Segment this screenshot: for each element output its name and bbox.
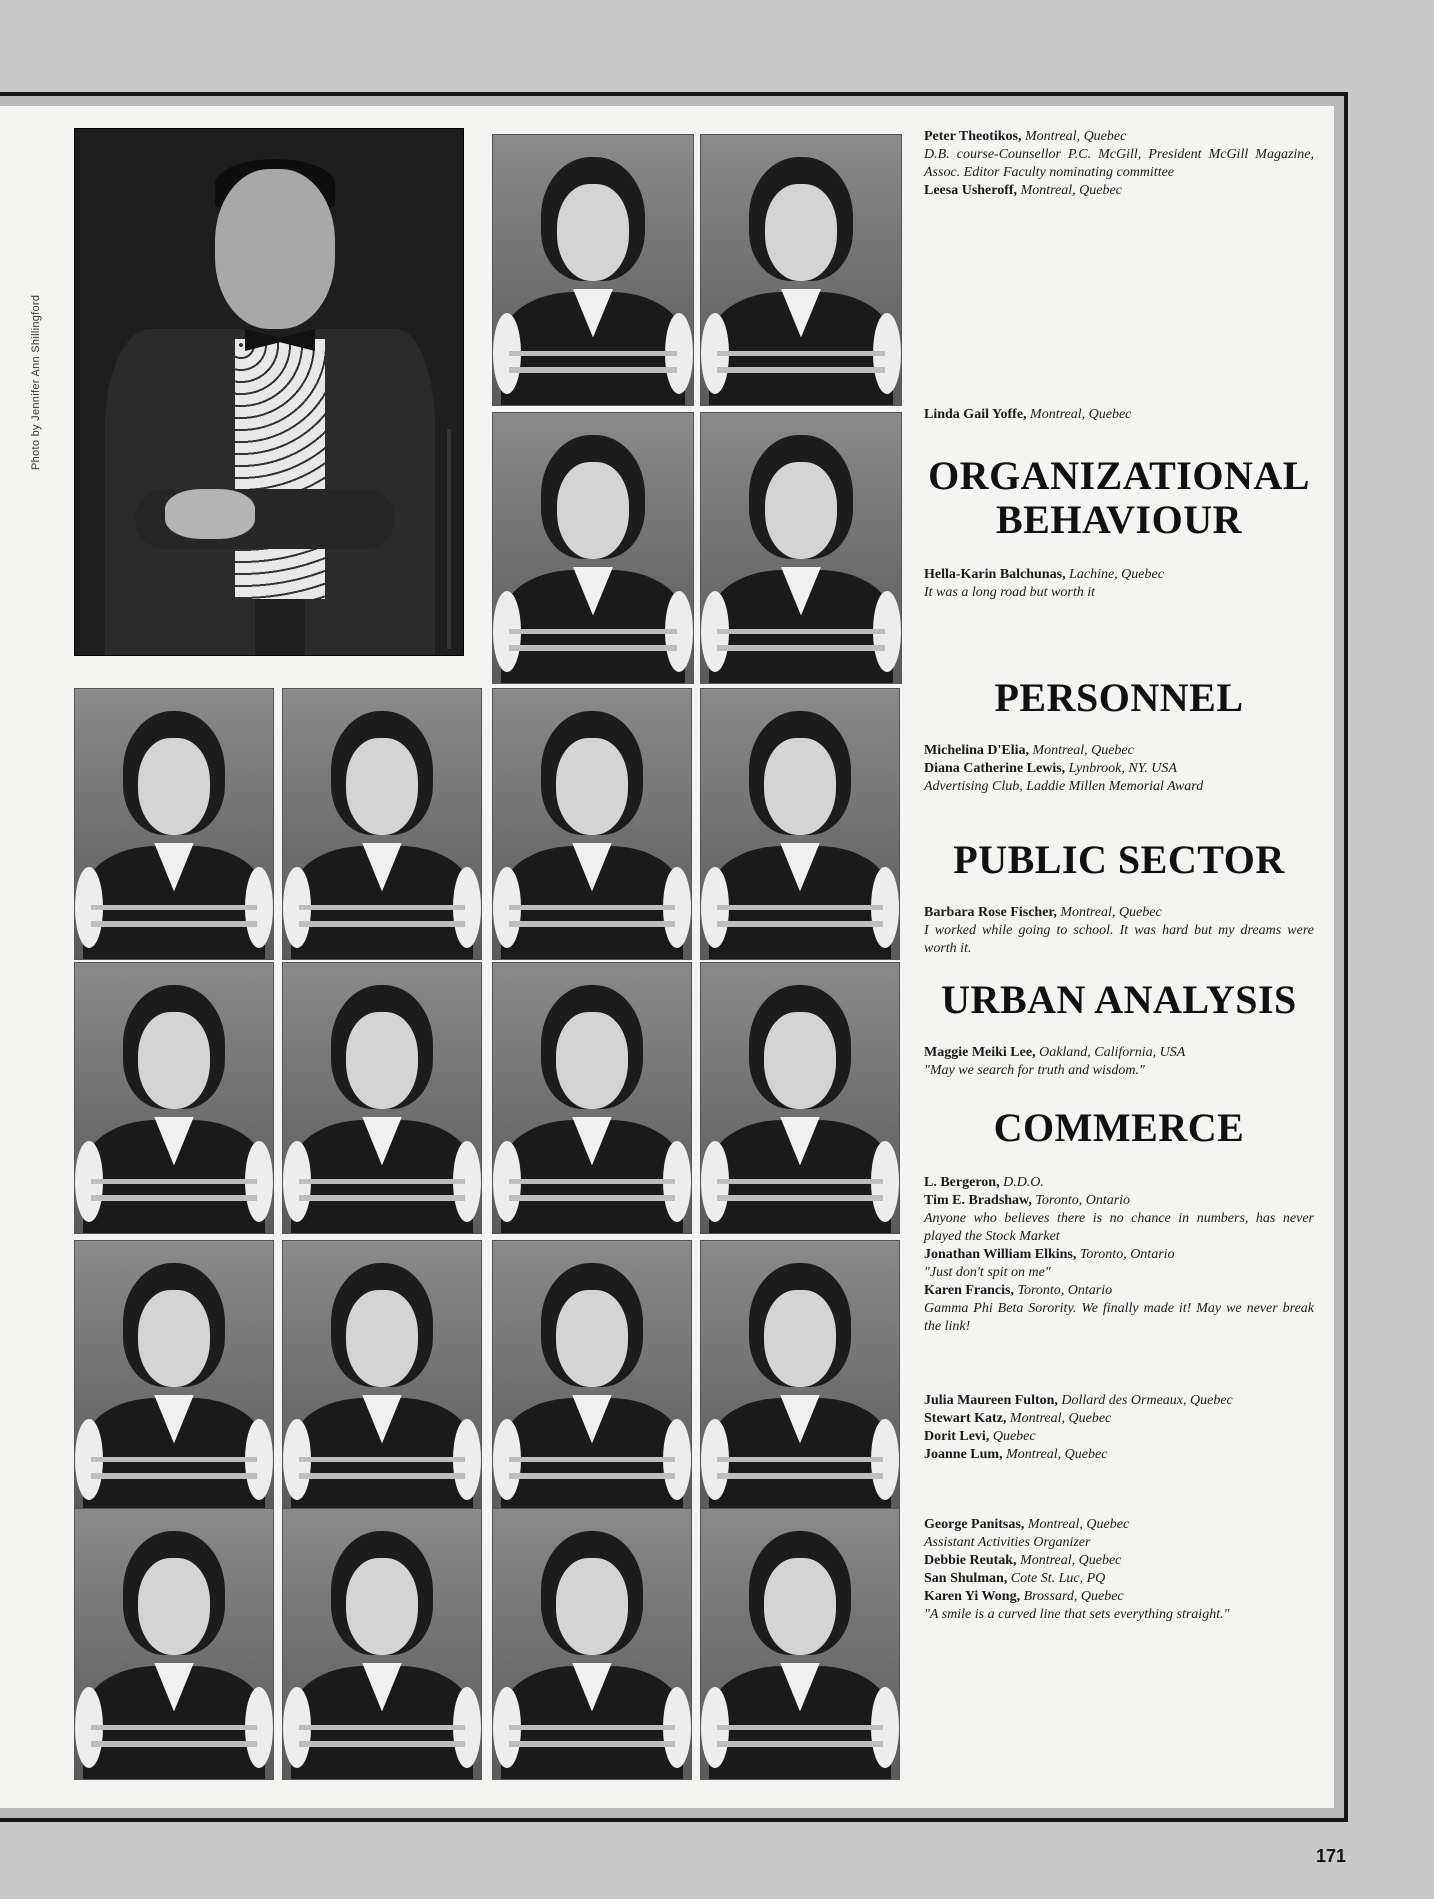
entry-location: Brossard, Quebec: [1023, 1589, 1124, 1604]
entry-location: Quebec: [992, 1429, 1036, 1444]
entry-note: "A smile is a curved line that sets everything straight.": [924, 1607, 1230, 1622]
entry-name: Michelina D'Elia,: [924, 743, 1029, 758]
org-entries: [924, 566, 1314, 602]
section-title-public-sector: PUBLIC SECTOR: [953, 837, 1285, 882]
entry-note: "May we search for truth and wisdom.": [924, 1063, 1145, 1078]
entry-name: San Shulman,: [924, 1571, 1008, 1586]
urban-analysis-entries: [924, 1044, 1314, 1080]
graduate-portrait: [700, 1240, 900, 1512]
entry-location: Montreal, Quebec: [1024, 129, 1127, 144]
entry-linda-yoffe: [924, 406, 1314, 424]
entry-location: Dollard des Ormeaux, Quebec: [1061, 1393, 1233, 1408]
photo-credit: Photo by Jennifer Ann Shillingford: [30, 294, 42, 470]
graduate-portrait: [492, 962, 692, 1234]
entry-note: I worked while going to school. It was hard but my dreams were worth it.: [924, 923, 1314, 956]
graduate-portrait: [700, 962, 900, 1234]
entry-location: Toronto, Ontario: [1079, 1247, 1175, 1262]
entry-note: Gamma Phi Beta Sorority. We finally made it! May we never break the link!: [924, 1301, 1314, 1334]
graduate-portrait: [700, 1508, 900, 1780]
entry-name: Maggie Meiki Lee,: [924, 1045, 1036, 1060]
entry-location: Cote St. Luc, PQ: [1010, 1571, 1106, 1586]
public-sector-entries: [924, 904, 1314, 958]
entry-note: Anyone who believes there is no chance in numbers, has never played the Stock Market: [924, 1211, 1314, 1244]
entry-location: Montreal, Quebec: [1006, 1447, 1108, 1462]
graduate-portrait: [282, 962, 482, 1234]
entry-note: "Just don't spit on me": [924, 1265, 1051, 1280]
entry-name: L. Bergeron,: [924, 1175, 1000, 1190]
section-title-urban-analysis: URBAN ANALYSIS: [941, 977, 1297, 1022]
entry-location: D.D.O.: [1003, 1175, 1044, 1190]
entry-location: Montreal, Quebec: [1060, 905, 1162, 920]
entry-name: Joanne Lum,: [924, 1447, 1003, 1462]
entry-leesa-usheroff: [924, 182, 1314, 200]
graduate-portrait: [492, 1240, 692, 1512]
top-entries: [924, 128, 1314, 200]
entry-location: Montreal, Quebec: [1020, 183, 1122, 198]
entry-location: Toronto, Ontario: [1035, 1193, 1131, 1208]
entry-peter-theotikos: [924, 128, 1314, 182]
commerce-entries-a: [924, 1174, 1314, 1336]
graduate-portrait: [492, 1508, 692, 1780]
entry-name: Karen Francis,: [924, 1283, 1014, 1298]
graduate-portrait: [700, 134, 902, 406]
entry-name: Linda Gail Yoffe,: [924, 407, 1027, 422]
entry-location: Lynbrook, NY. USA: [1068, 761, 1177, 776]
graduate-portrait: [700, 688, 900, 960]
entry-location: Montreal, Quebec: [1032, 743, 1134, 758]
commerce-entries-b: [924, 1392, 1314, 1464]
entry-name: Barbara Rose Fischer,: [924, 905, 1057, 920]
entry-note: Advertising Club, Laddie Millen Memorial Award: [924, 779, 1204, 794]
entry-location: Montreal, Quebec: [1009, 1411, 1112, 1426]
graduate-portrait: [492, 412, 694, 684]
commerce-entries-c: [924, 1516, 1314, 1624]
entry-name: Jonathan William Elkins,: [924, 1247, 1077, 1262]
entry-note: It was a long road but worth it: [924, 585, 1096, 600]
entry-location: Montreal, Quebec: [1027, 1517, 1130, 1532]
graduate-portrait: [492, 134, 694, 406]
section-title-organizational-behaviour: ORGANIZATIONAL BEHAVIOUR: [928, 453, 1310, 542]
entry-location: Lachine, Quebec: [1069, 567, 1164, 582]
entry-location: Montreal, Quebec: [1030, 407, 1132, 422]
entry-location: Oakland, California, USA: [1039, 1045, 1186, 1060]
page-number: 171: [1316, 1846, 1347, 1866]
entry-name: Leesa Usheroff,: [924, 183, 1018, 198]
entry-note: Assistant Activities Organizer: [924, 1535, 1091, 1550]
entry-name: Diana Catherine Lewis,: [924, 761, 1066, 776]
graduate-portrait: [74, 688, 274, 960]
graduate-portrait: [282, 1240, 482, 1512]
entry-name: Tim E. Bradshaw,: [924, 1193, 1032, 1208]
entry-name: Stewart Katz,: [924, 1411, 1007, 1426]
section-title-commerce: COMMERCE: [993, 1105, 1245, 1150]
entry-name: Peter Theotikos,: [924, 129, 1022, 144]
entry-name: Karen Yi Wong,: [924, 1589, 1021, 1604]
entry-name: Debbie Reutak,: [924, 1553, 1017, 1568]
candid-photo: [74, 128, 464, 656]
entry-name: George Panitsas,: [924, 1517, 1025, 1532]
graduate-portrait: [282, 1508, 482, 1780]
section-title-personnel: PERSONNEL: [994, 675, 1244, 720]
personnel-entries: [924, 742, 1314, 796]
graduate-portrait: [74, 1508, 274, 1780]
entry-name: Julia Maureen Fulton,: [924, 1393, 1058, 1408]
entry-name: Dorit Levi,: [924, 1429, 990, 1444]
graduate-portrait: [74, 1240, 274, 1512]
graduate-portrait: [700, 412, 902, 684]
graduate-portrait: [282, 688, 482, 960]
entry-location: Toronto, Ontario: [1017, 1283, 1113, 1298]
entry-location: Montreal, Quebec: [1020, 1553, 1122, 1568]
entry-note: D.B. course-Counsellor P.C. McGill, President McGill Magazine, Assoc. Editor Faculty nominating committee: [924, 147, 1314, 180]
graduate-portrait: [74, 962, 274, 1234]
entry-name: Hella-Karin Balchunas,: [924, 567, 1066, 582]
graduate-portrait: [492, 688, 692, 960]
